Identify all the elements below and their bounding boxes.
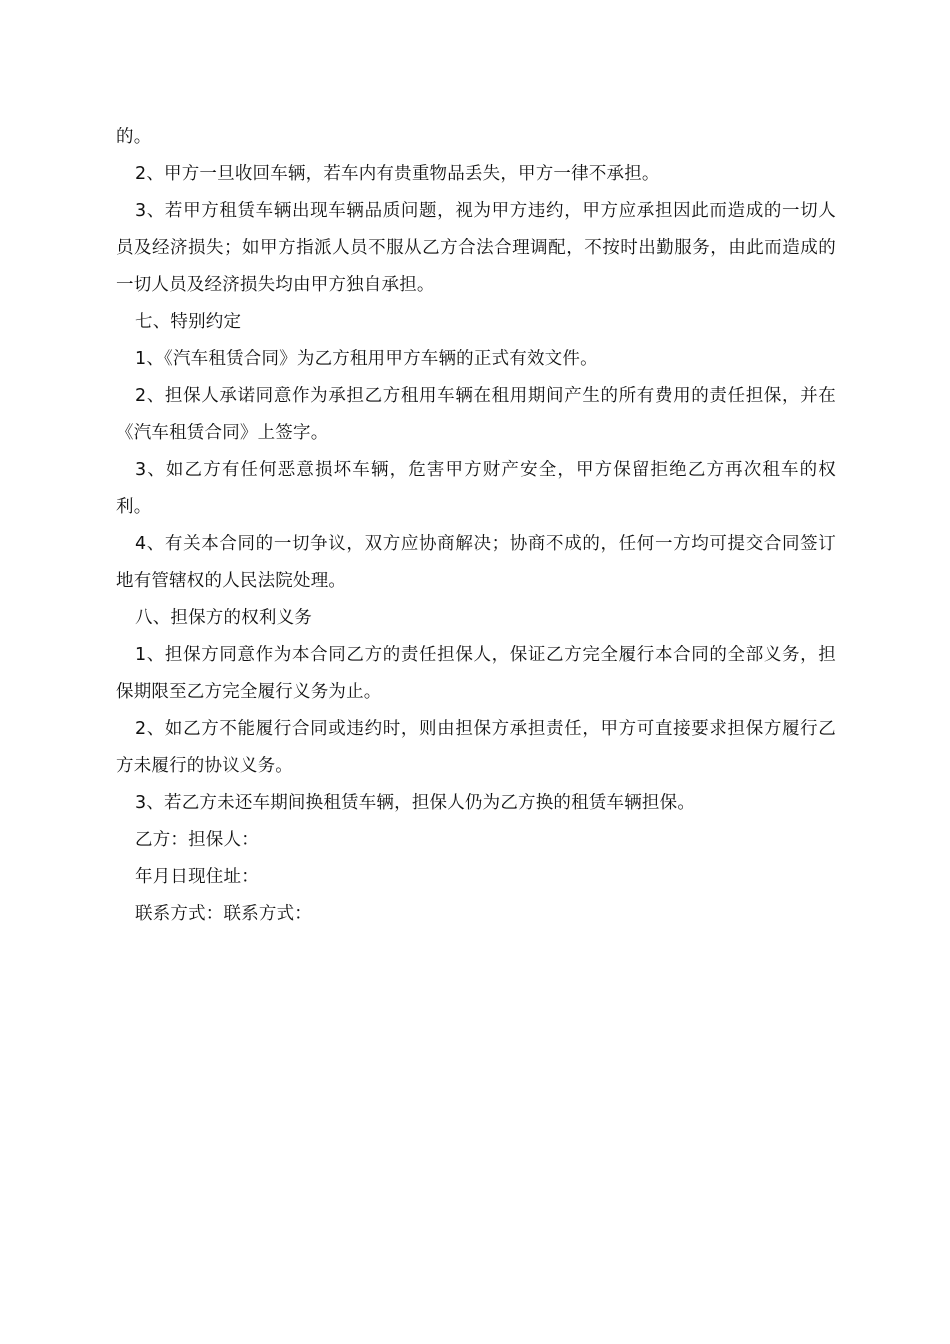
signature-line-date-address: 年月日现住址：: [135, 867, 259, 887]
paragraph-guarantor-2: 2、如乙方不能履行合同或违约时，则由担保方承担责任，甲方可直接要求担保方履行乙方未履行的协议义务。: [116, 719, 836, 776]
signature-line-parties: 乙方：担保人：: [135, 830, 259, 850]
paragraph-clause-2-item-recovery: 2、甲方一旦收回车辆，若车内有贵重物品丢失，甲方一律不承担。: [135, 164, 660, 184]
paragraph-continuation: 的。: [116, 127, 152, 147]
document-body: [116, 119, 836, 933]
paragraph-special-2: 2、担保人承诺同意作为承担乙方租用车辆在租用期间产生的所有费用的责任担保，并在《汽车租赁合同》上签字。: [116, 386, 836, 443]
paragraph-guarantor-1: 1、担保方同意作为本合同乙方的责任担保人，保证乙方完全履行本合同的全部义务，担保期限至乙方完全履行义务为止。: [116, 645, 836, 702]
section-heading-guarantor-rights: 八、担保方的权利义务: [135, 608, 312, 628]
paragraph-special-1: 1、《汽车租赁合同》为乙方租用甲方车辆的正式有效文件。: [135, 349, 598, 369]
signature-line-contact: 联系方式：联系方式：: [135, 904, 312, 924]
paragraph-clause-3-quality-liability: 3、若甲方租赁车辆出现车辆品质问题，视为甲方违约，甲方应承担因此而造成的一切人员及经济损失；如甲方指派人员不服从乙方合法合理调配，不按时出勤服务，由此而造成的一切人员及经济损失均由甲方独自承担。: [116, 201, 836, 295]
paragraph-special-3: 3、如乙方有任何恶意损坏车辆，危害甲方财产安全，甲方保留拒绝乙方再次租车的权利。: [116, 460, 836, 517]
paragraph-special-4: 4、有关本合同的一切争议，双方应协商解决；协商不成的，任何一方均可提交合同签订地有管辖权的人民法院处理。: [116, 534, 836, 591]
paragraph-guarantor-3: 3、若乙方未还车期间换租赁车辆，担保人仍为乙方换的租赁车辆担保。: [135, 793, 696, 813]
section-heading-special-agreement: 七、特别约定: [135, 312, 242, 332]
